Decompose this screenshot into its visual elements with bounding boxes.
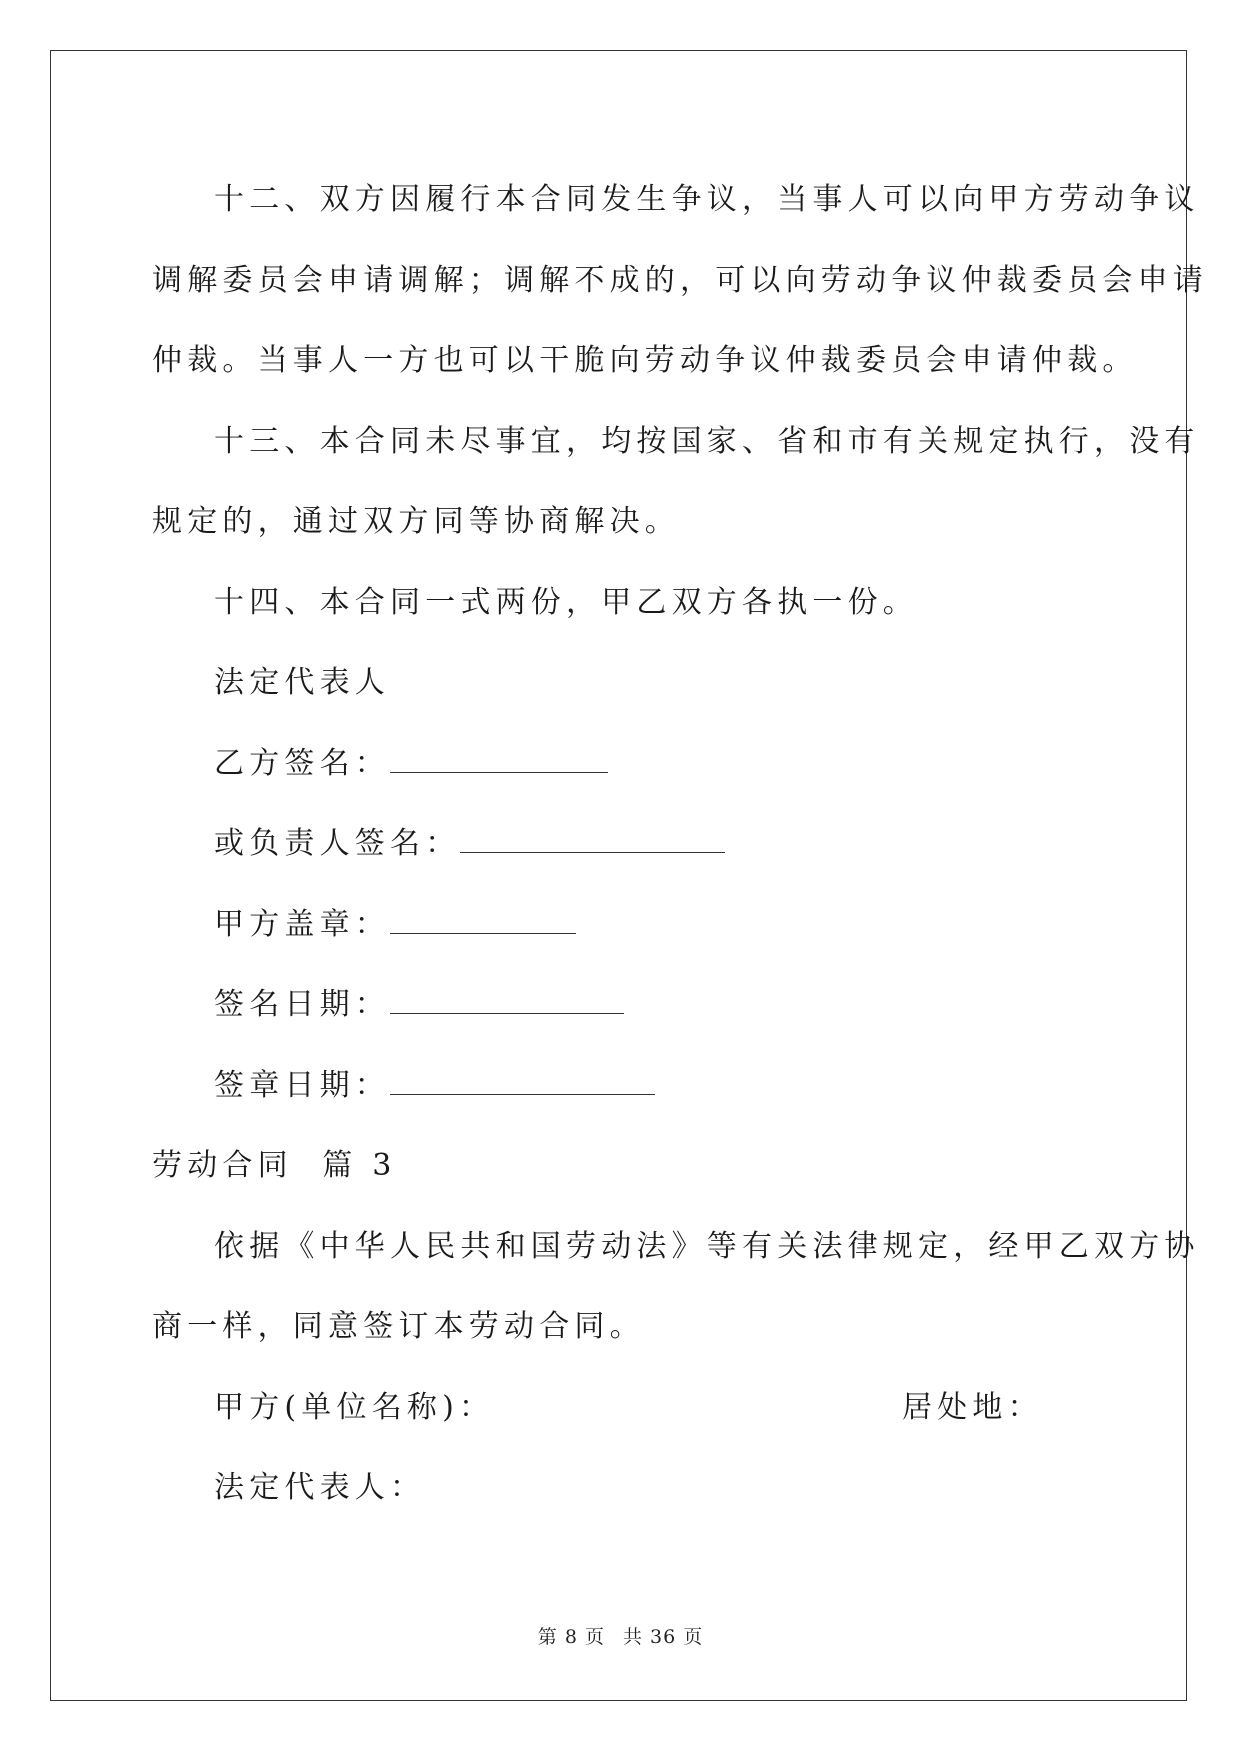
legal-representative-heading: 法定代表人 bbox=[214, 665, 390, 700]
signature-field-seal-date bbox=[152, 1046, 1087, 1127]
document-body bbox=[152, 160, 1208, 1529]
signature-field-label: 或负责人签名： bbox=[214, 826, 461, 861]
paragraph-12-line-2: 调解委员会申请调解；调解不成的，可以向劳动争议仲裁委员会申请 bbox=[152, 262, 1208, 298]
residence-label: 居处地： bbox=[902, 1389, 1043, 1425]
paragraph-13-line-1: 十三、本合同未尽事宜，均按国家、省和市有关规定执行，没有 bbox=[214, 423, 1200, 459]
paragraph-13-line-2: 规定的，通过双方同等协商解决。 bbox=[152, 504, 680, 539]
signature-blank bbox=[460, 828, 725, 853]
legal-rep-label: 法定代表人： bbox=[214, 1470, 426, 1505]
signature-field-sign-date bbox=[152, 965, 1087, 1046]
signature-field-label: 签章日期： bbox=[214, 1067, 390, 1103]
signature-blank bbox=[390, 909, 576, 934]
intro-line-1: 依据《中华人民共和国劳动法》等有关法律规定，经甲乙双方协 bbox=[214, 1228, 1200, 1264]
signature-field-label: 乙方签名： bbox=[214, 745, 390, 781]
page-number: 第 8 页 bbox=[537, 1626, 605, 1648]
signature-field-party-b bbox=[152, 724, 1087, 805]
signature-field-label: 甲方盖章： bbox=[214, 906, 390, 942]
paragraph-12-line-3: 仲裁。当事人一方也可以干脆向劳动争议仲裁委员会申请仲裁。 bbox=[152, 343, 1138, 378]
signature-field-responsible-person bbox=[152, 804, 1087, 885]
section-heading: 劳动合同 篇 3 bbox=[152, 1148, 397, 1183]
paragraph-12-line-1: 十二、双方因履行本合同发生争议，当事人可以向甲方劳动争议 bbox=[214, 182, 1200, 217]
intro-line-2: 商一样，同意签订本劳动合同。 bbox=[152, 1309, 645, 1344]
page-footer bbox=[0, 1622, 1241, 1649]
signature-field-party-a-seal bbox=[152, 885, 1087, 966]
page-total: 共 36 页 bbox=[622, 1626, 704, 1648]
signature-blank bbox=[390, 989, 624, 1014]
signature-blank bbox=[390, 1070, 655, 1095]
signature-blank bbox=[390, 748, 608, 773]
signature-field-label: 签名日期： bbox=[214, 987, 390, 1022]
party-a-label: 甲方(单位名称)： bbox=[214, 1389, 495, 1425]
paragraph-14: 十四、本合同一式两份，甲乙双方各执一份。 bbox=[214, 584, 918, 620]
party-a-row bbox=[152, 1368, 1087, 1449]
